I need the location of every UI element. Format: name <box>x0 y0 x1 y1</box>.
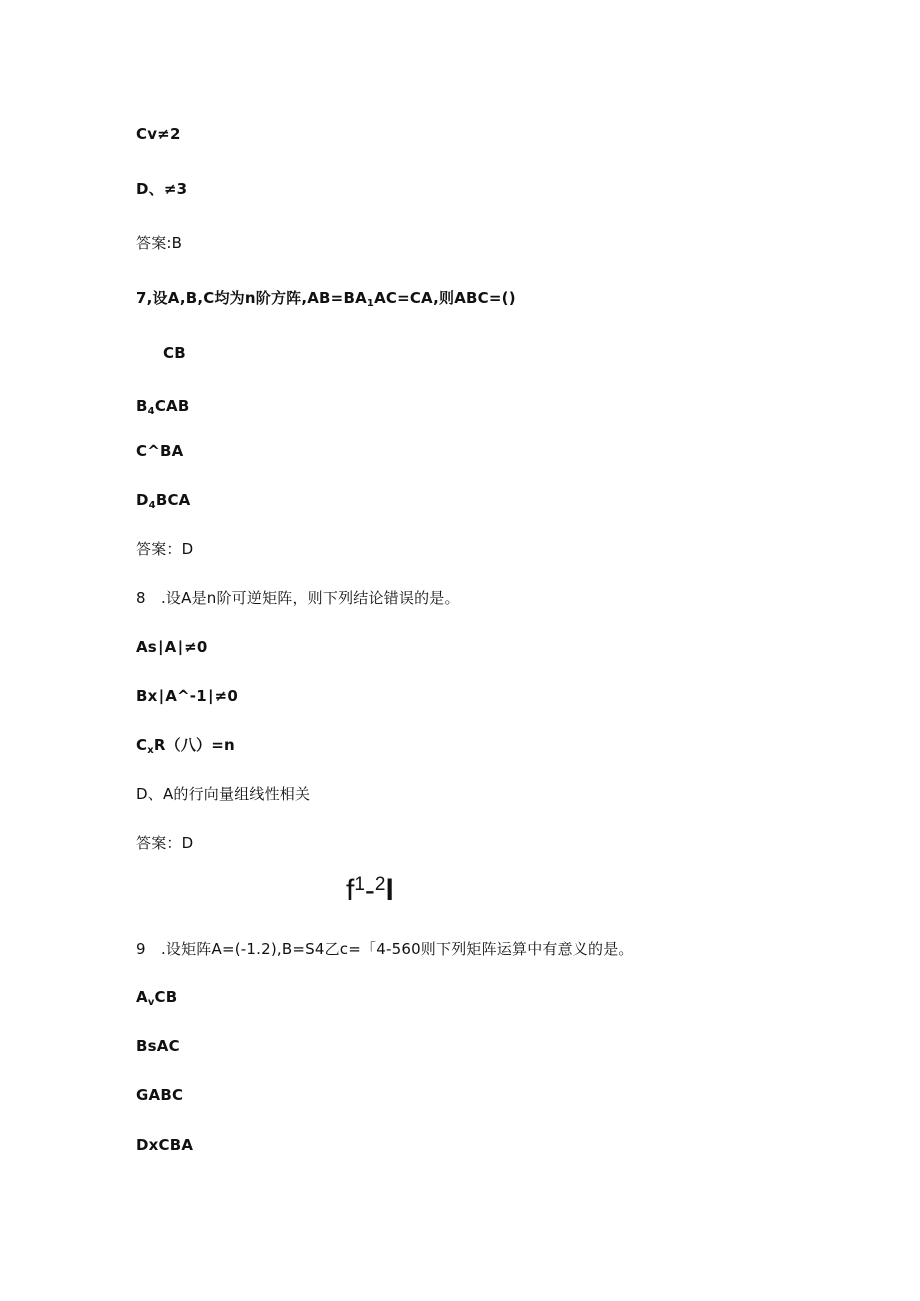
q8-option-d: D、A的行向量组线性相关 <box>136 785 311 803</box>
q8-option-c-subscript: x <box>147 745 154 756</box>
q7-option-d <box>136 490 190 510</box>
q7-option-d-subscript: 4 <box>148 500 156 511</box>
q9-option-c: GABC <box>136 1086 184 1104</box>
q7-stem-subscript: 1 <box>366 298 375 309</box>
q7-option-b <box>136 396 189 416</box>
q9-option-a-subscript: v <box>147 997 155 1008</box>
q7-option-b-text: CAB <box>154 397 190 415</box>
q8-option-a: As∣A∣≠0 <box>136 638 208 656</box>
q8-option-c <box>136 735 235 755</box>
formula-end: l <box>385 874 394 907</box>
q7-option-c: C^BA <box>136 442 184 460</box>
q8-option-c-letter: C <box>136 736 148 754</box>
q7-stem-part-b: AC=CA,则ABC=() <box>374 289 516 307</box>
q6-option-d: D、≠3 <box>136 180 188 198</box>
formula-sup-1: 1 <box>354 874 365 895</box>
q7-option-b-subscript: 4 <box>147 406 155 417</box>
formula-sup-2: 2 <box>374 874 386 895</box>
q9-option-a <box>136 987 177 1007</box>
q7-answer: 答案：D <box>136 540 194 558</box>
q7-option-d-letter: D <box>136 491 149 509</box>
q7-option-b-letter: B <box>136 397 148 415</box>
q9-option-a-text: CB <box>154 988 178 1006</box>
q7-stem-part-a: 7,设A,B,C均为n阶方阵,AB=BA <box>136 289 367 307</box>
q7-option-d-text: BCA <box>155 491 191 509</box>
q8-option-b: Bx∣A^-1∣≠0 <box>136 687 238 705</box>
q8-option-c-text: R（八）=n <box>153 736 235 754</box>
q7-stem <box>136 288 516 308</box>
matrix-formula-fragment <box>346 874 394 908</box>
q9-option-b: BsAC <box>136 1037 180 1055</box>
q8-stem: 8 .设A是n阶可逆矩阵，则下列结论错误的是。 <box>136 589 460 607</box>
q7-option-a: CB <box>163 344 186 362</box>
formula-mid: - <box>364 874 375 907</box>
q6-answer: 答案:B <box>136 234 183 252</box>
formula-base: f <box>346 874 355 907</box>
q6-option-c: Cv≠2 <box>136 125 181 143</box>
q9-option-a-letter: A <box>136 988 148 1006</box>
q9-option-d: DxCBA <box>136 1136 194 1154</box>
q9-stem: 9 .设矩阵A=(-1.2),B=S4乙c=「4-560则下列矩阵运算中有意义的是。 <box>136 940 634 958</box>
q8-answer: 答案：D <box>136 834 194 852</box>
